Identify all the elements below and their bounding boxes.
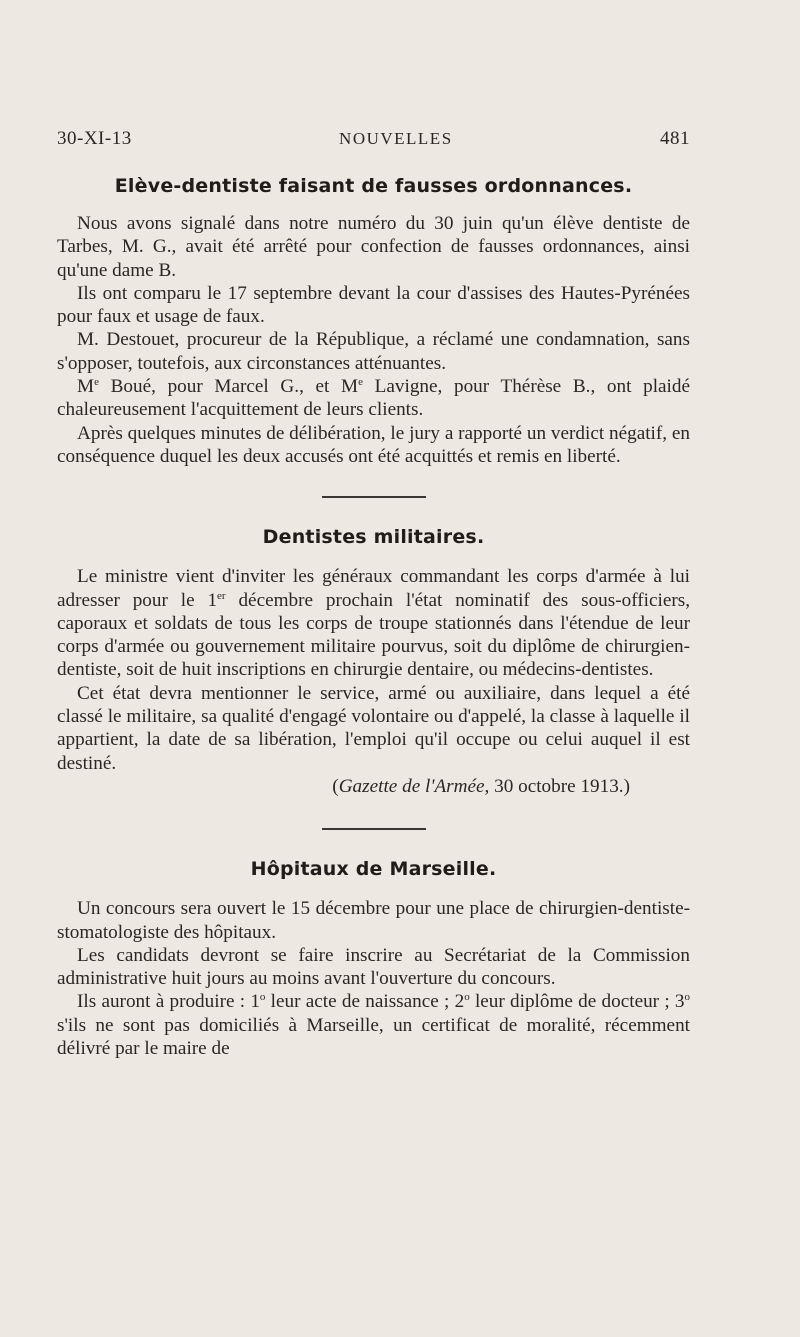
section-title-hopitaux-marseille: Hôpitaux de Marseille. — [250, 858, 497, 881]
paragraph: Après quelques minutes de délibération, le jury a rapporté un verdict négatif, en conséquence duquel les deux accusés ont été acquittés et remis en liberté. — [57, 422, 690, 467]
paragraph: Cet état devra mentionner le service, armé ou auxiliaire, dans lequel a été classé le militaire, sa qualité d'engagé volontaire ou d'appelé, la classe à laquelle il appartient, la date de sa libération, l'emploi qu'il occupe ou celui auquel il est destiné. — [57, 682, 690, 774]
paragraph: M. Destouet, procureur de la République, a réclamé une condamnation, sans s'opposer, toutefois, aux circonstances atténuantes. — [57, 329, 690, 374]
paragraph: Le ministre vient d'inviter les généraux commandant les corps d'armée à lui adresser pour le 1er décembre prochain l'état nominatif des sous-officiers, caporaux et soldats de tous les corps de troupe stationnés dans l'étendue de leur corps d'armée ou gouvernement militaire pourvus, soit du diplôme de chirurgien-dentiste, soit de huit inscriptions en chirurgie dentaire, ou médecins-dentistes. — [57, 566, 690, 681]
page-number: 481 — [660, 128, 690, 149]
header-date: 30-XI-13 — [57, 128, 132, 149]
running-header — [57, 128, 690, 150]
section-title-dentistes-militaires: Dentistes militaires. — [262, 526, 485, 549]
paragraph: Les candidats devront se faire inscrire au Secrétariat de la Commission administrative huit jours au moins avant l'ouverture du concours. — [57, 944, 690, 990]
source-citation: (Gazette de l'Armée, 30 octobre 1913.) — [332, 775, 630, 797]
section-title-eleve-dentiste: Elève-dentiste faisant de fausses ordonnances. — [114, 175, 633, 197]
paragraph-lawyers: Me Boué, pour Marcel G., et Me Lavigne, pour Thérèse B., ont plaidé chaleureusement l'acquittement de leurs clients. — [57, 376, 690, 421]
paragraph: Un concours sera ouvert le 15 décembre pour une place de chirurgien-dentiste-stomatologiste des hôpitaux. — [57, 898, 690, 943]
section-divider — [322, 496, 426, 498]
header-section-title: NOUVELLES — [339, 129, 453, 148]
paragraph: Nous avons signalé dans notre numéro du 30 juin qu'un élève dentiste de Tarbes, M. G., avait été arrêté pour confection de fausses ordonnances, ainsi qu'une dame B. — [57, 213, 690, 281]
paragraph: Ils auront à produire : 1$^o$ leur acte de naissance ; 2$^o$ leur diplôme de docteur ; 3$^o$ s'ils ne sont pas domiciliés à Marseille, un certificat de moralité, récemment délivré par le maire de — [57, 991, 690, 1060]
section-divider — [322, 828, 426, 830]
page-content — [57, 175, 690, 1060]
paragraph: Ils ont comparu le 17 septembre devant la cour d'assises des Hautes-Pyrénées pour faux et usage de faux. — [57, 282, 690, 328]
